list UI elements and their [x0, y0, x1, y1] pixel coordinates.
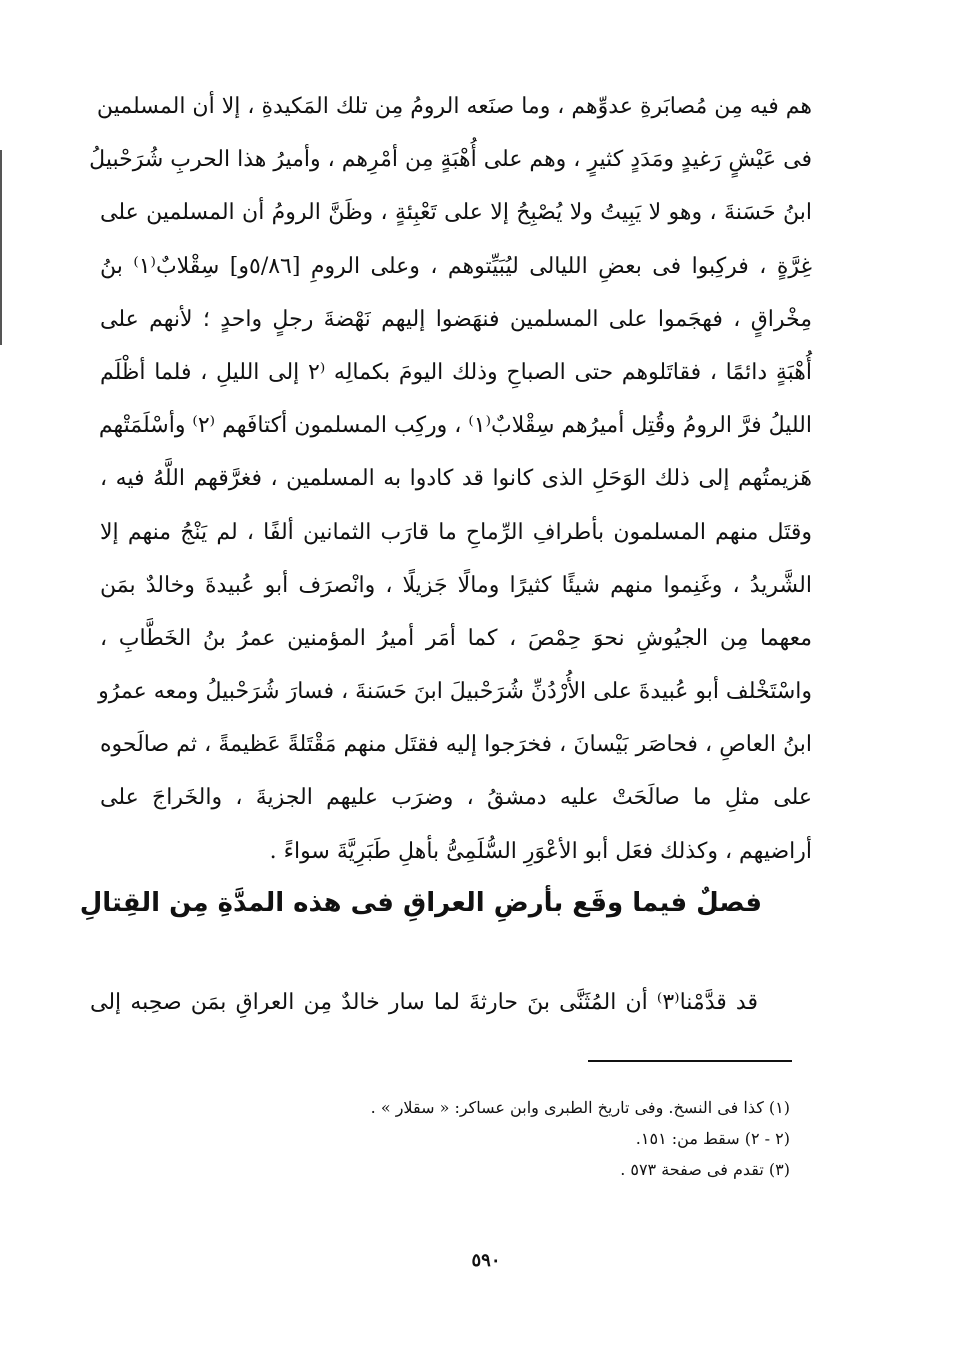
text-line: الليلُ فرَّ الرومُ وقُتِل أميرُهم سِقْلابٌ⁽١⁾ ، وركِب المسلمون أكتافَهم ⁽٢⁾ وأسْلَمَتْهم	[98, 413, 812, 439]
footnote: (١) كذا فى النسخ. وفى تاريخ الطبرى وابن عساكر: « سقلار » .	[370, 1098, 790, 1117]
section-intro-line: قد قدَّمْنا⁽٣⁾ أن المُثَنَّى بنَ حارثةَ لما سار خالدٌ مِن العراقِ بمَن صحِبه إلى	[90, 990, 758, 1015]
main-text-block	[89, 80, 812, 878]
text-line: الشَّريدُ ، وغَنِموا منهم شيئًا كثيرًا ومالًا جَزيلًا ، وانْصرَف أبو عُبيدةَ وخالدٌ بمَن	[100, 572, 812, 598]
section-heading: فصلٌ فيما وقَع بأرضِ العراقِ فى هذه المدَّةِ مِن القِتالِ	[79, 888, 762, 918]
text-line: مِخْراقٍ ، فهجَموا على المسلمين فنهَضوا إليهم نَهْضةَ رجلٍ واحدٍ ؛ لأنهم على	[100, 306, 812, 332]
footnote: (٣) تقدم فى صفحة ٥٧٣ .	[620, 1160, 790, 1179]
text-line: غِرَّةٍ ، فركِبوا فى بعضِ الليالى ليُبَيِّتوهم ، وعلى الرومِ [٥/٨٦و] سِقْلابٌ⁽١⁾ بنُ	[100, 253, 812, 279]
text-line: على مثلِ ما صالَحَتْ عليه دمشقُ ، وضرَب عليهم الجزيةَ ، والخَراجَ على	[100, 785, 812, 811]
text-line: أُهْبَةٍ دائمًا ، فقاتَلوهم حتى الصباحِ وذلك اليومَ بكمالِه ⁽٢ إلى الليلِ ، فلما أظْلَم	[100, 359, 812, 385]
scan-edge-line	[0, 150, 2, 345]
text-line: وقتَل منهم المسلمون بأطرافِ الرِّماحِ ما قارَب الثمانين ألفًا ، لم يَنْجُ منهم إلا	[100, 519, 812, 545]
text-line: هَزيمتُهم إلى ذلك الوَحَلِ الذى كانوا قد كادوا به المسلمين ، فغرَّقهم اللَّهُ فيه ،	[100, 466, 812, 492]
footnote-separator	[588, 1060, 792, 1062]
text-line: معهما مِن الجيُوشِ نحوَ حِمْصَ ، كما أمَر أميرُ المؤمنين عمرُ بنُ الخَطَّابِ ،	[100, 625, 812, 651]
page-number: ٥٩٠	[471, 1250, 501, 1271]
text-line: واسْتَخْلف أبو عُبيدةَ على الأُرْدُنِّ شُرَحْبيلَ ابنَ حَسَنةَ ، فسارَ شُرَحْبيلُ ومعه عمرُو	[98, 679, 812, 705]
text-line: فى عَيْشٍ رَغيدٍ ومَدَدٍ كثيرٍ ، وهم على أُهْبَةٍ مِن أمْرِهم ، وأميرُ هذا الحربِ شُرَحْبيلُ	[89, 147, 812, 173]
text-line: ابنُ العاصِ ، فحاصَر بَيْسانَ ، فخرَجوا إليه فقتَل منهم مَقْتَلةً عَظيمةً ، ثم صالَحوه	[100, 732, 812, 758]
footnotes	[270, 1092, 790, 1185]
footnote: (٢ - ٢) سقط من: ١٥١.	[635, 1129, 790, 1148]
text-line: ابنُ حَسَنةَ ، وهو لا يَبِيتُ ولا يُصْبِحُ إلا على تَعْبِئةٍ ، وظَنَّ الرومُ أن المسلمين على	[100, 200, 812, 226]
text-line: هم فيه مِن مُصابَرةِ عدوِّهم ، وما صنَعه الرومُ مِن تلك المَكيدةِ ، إلا أن المسلمين	[96, 94, 812, 119]
text-line: أراضيهم ، وكذلك فعَل أبو الأعْوَرِ السُّلَمِىُّ بأهلِ طَبَرِيَّةَ سواءً .	[269, 838, 812, 864]
